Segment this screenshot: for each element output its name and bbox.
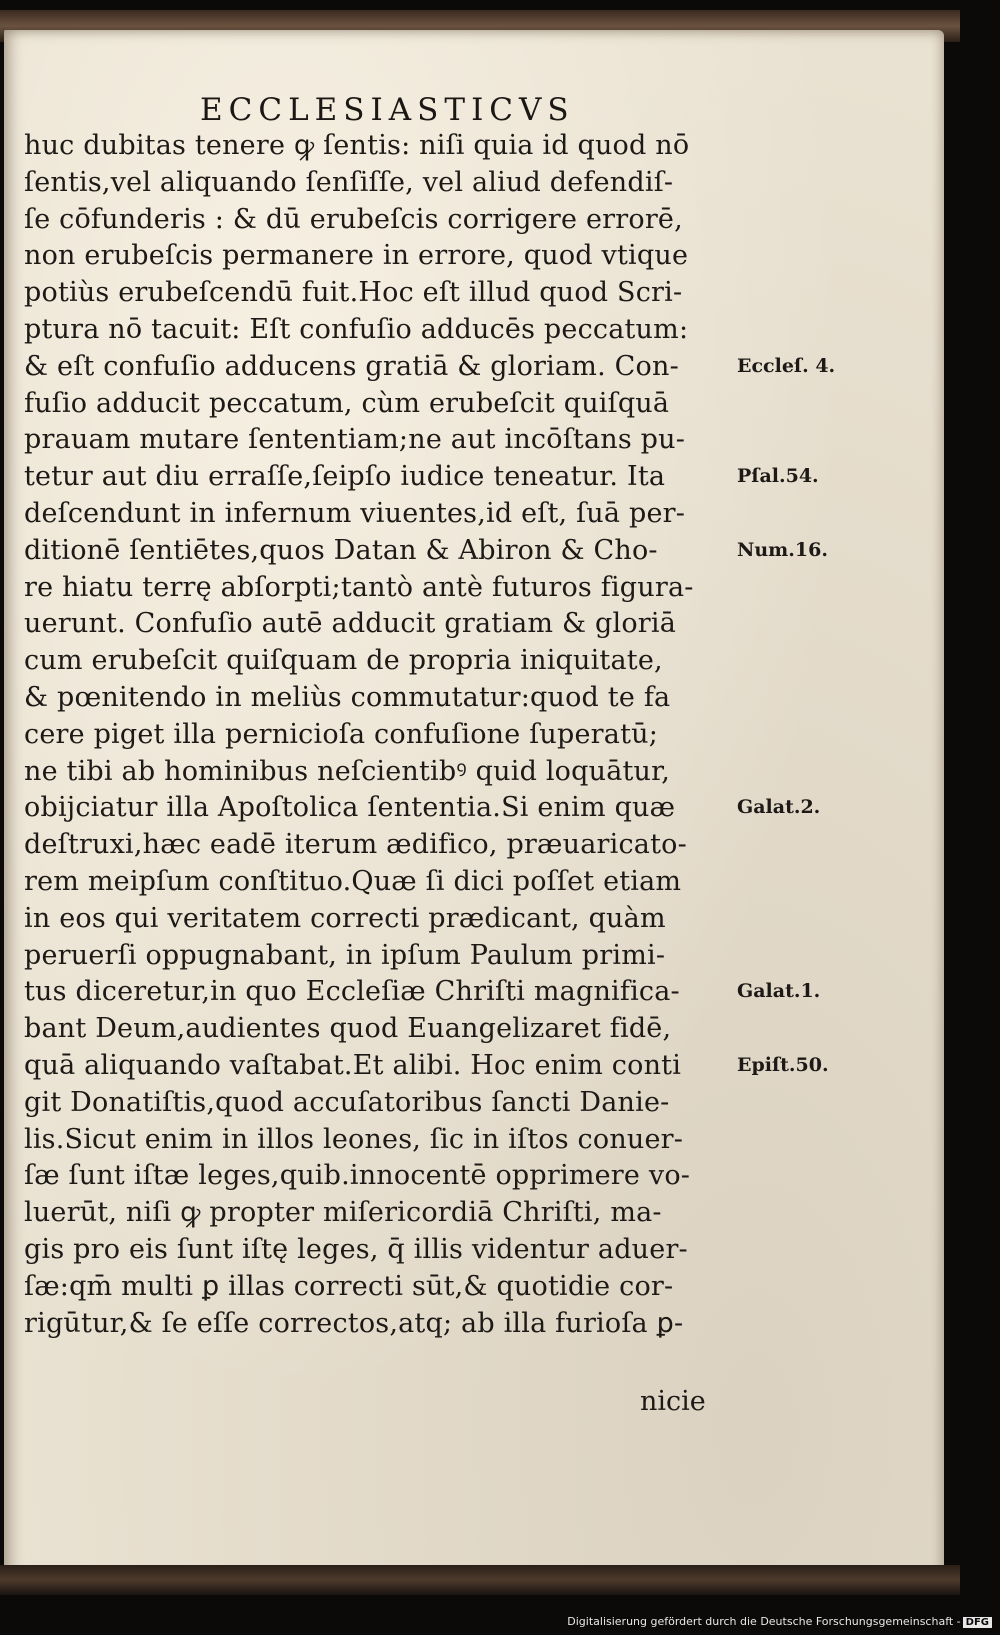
text-line: rigūtur,& ſe eſſe correctos,atq; ab illa furioſa ꝑ- [24,1307,684,1339]
text-line: deſtruxi,hæc eadē iterum ædifico, præuaricato- [24,829,687,861]
running-head: ECCLESIASTICVS [200,92,575,128]
credit-text: Digitalisierung gefördert durch die Deutsche Forschungsgemeinschaft - [567,1615,961,1628]
text-line: luerūt, niſi ꝙ propter miſericordiā Chriſti, ma- [24,1197,662,1229]
marginal-reference: Galat.1. [737,980,821,1003]
text-line: uerunt. Confuſio autē adducit gratiam & gloriā [24,608,677,640]
dfg-logo: DFG [963,1617,992,1628]
text-line: ptura nō tacuit: Eſt confuſio adducēs peccatum: [24,313,689,345]
text-line: ſæ:qm̄ multi ꝑ illas correcti sūt,& quotidie cor- [24,1270,674,1302]
marginal-reference: Galat.2. [737,796,821,819]
text-line: quā aliquando vaſtabat.Et alibi. Hoc enim conti [24,1049,682,1081]
text-line: fuſio adducit peccatum, cùm erubeſcit quiſquā [24,387,670,419]
text-line: ne tibi ab hominibus neſcientibꝰ quid loquātur, [24,755,671,787]
body-text [24,128,724,1342]
text-line: cere piget illa pernicioſa confuſione ſuperatū; [24,718,659,750]
text-line: peruerſi oppugnabant, in ipſum Paulum primi- [24,939,666,971]
marginal-reference: Pſal.54. [737,465,819,488]
text-line: rem meipſum conſtituo.Quæ ſi dici poſſet etiam [24,865,682,897]
text-line: tus diceretur,in quo Eccleſiæ Chriſti magnifica- [24,976,680,1008]
text-line: cum erubeſcit quiſquam de propria iniquitate, [24,645,663,677]
catchword: nicie [640,1386,706,1417]
text-line: obijciatur illa Apoſtolica ſententia.Si enim quæ [24,792,676,824]
text-line: gis pro eis ſunt iſtę leges, q̄ illis videntur aduer- [24,1233,688,1265]
text-line: git Donatiſtis,quod accuſatoribus ſancti Danie- [24,1086,670,1118]
text-line: huc dubitas tenere ꝙ ſentis: niſi quia id quod nō [24,130,690,161]
text-line: & pœnitendo in meliùs commutatur:quod te fa [24,681,671,713]
text-line: ditionē ſentiētes,quos Datan & Abiron & Cho- [24,534,658,566]
text-line: tetur aut diu erraſſe,ſeipſo iudice teneatur. Ita [24,461,666,493]
book-bottom-edge [0,1565,960,1595]
text-line: in eos qui veritatem correcti prædicant, quàm [24,902,666,934]
text-line: ſæ ſunt iſtæ leges,quib.innocentē opprimere vo- [24,1160,691,1192]
text-line: deſcendunt in infernum viuentes,id eſt, ſuā per- [24,497,686,529]
text-line: lis.Sicut enim in illos leones, ſic in iſtos conuer- [24,1123,684,1155]
text-line: ſentis,vel aliquando ſenſiſſe, vel aliud defendiſ- [24,166,674,198]
text-line: non erubeſcis permanere in errore, quod vtique [24,240,689,272]
marginal-reference: Num.16. [737,538,828,561]
marginal-reference: Epiſt.50. [737,1054,829,1076]
text-line: ſe cōfunderis : & dū erubeſcis corrigere errorē, [24,203,683,235]
text-line: bant Deum,audientes quod Euangelizaret fidē, [24,1013,672,1045]
text-line: & eſt confuſio adducens gratiā & gloriam. Con- [24,350,679,382]
text-line: potiùs erubeſcendū fuit.Hoc eſt illud quod Scri- [24,277,683,309]
text-line: re hiatu terrę abſorpti;tantò antè futuros figura- [24,571,694,603]
digitization-credit [567,1615,992,1628]
text-line: prauam mutare ſententiam;ne aut incōſtans pu- [24,424,686,456]
marginal-reference: Eccleſ. 4. [737,354,836,377]
